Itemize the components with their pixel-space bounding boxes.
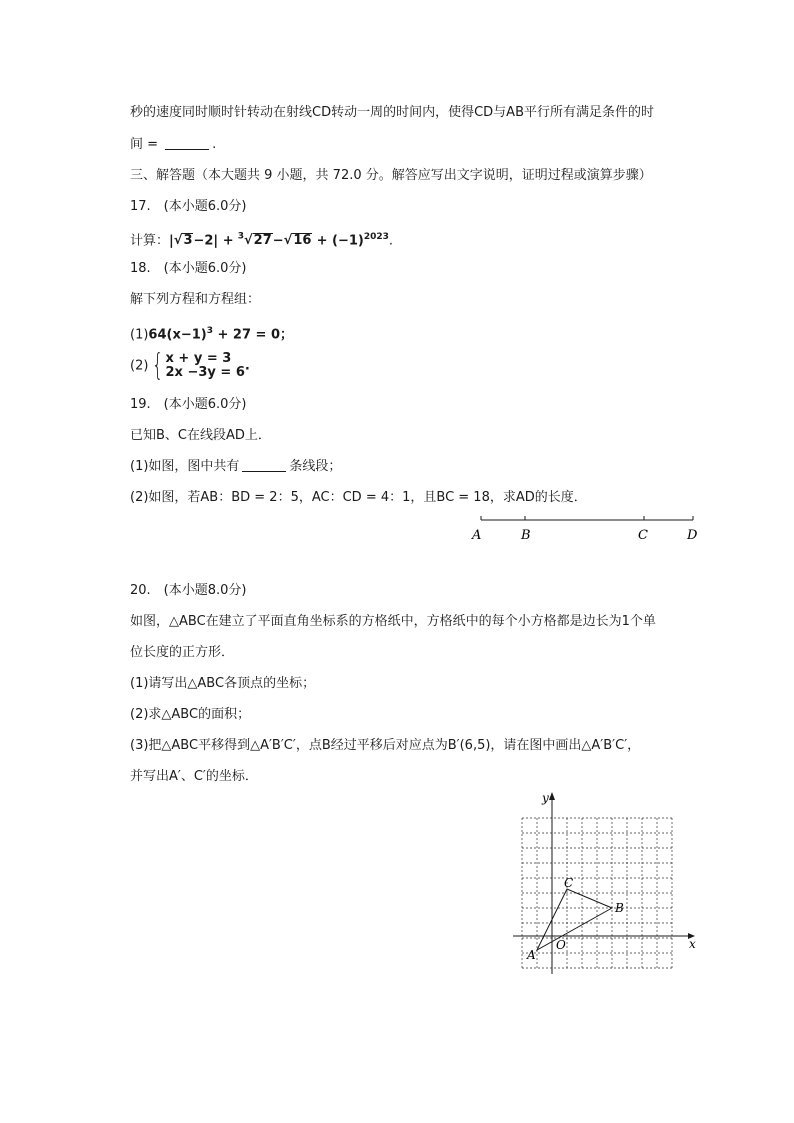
q17-abs-open: | <box>169 233 174 249</box>
q16-answer-blank <box>165 137 209 150</box>
q19-part1-prefix: (1)如图，图中共有 <box>130 459 240 474</box>
q18-header: 18. (本小题6.0分) <box>130 261 247 276</box>
q17-expr-b: −2| + <box>193 233 234 249</box>
q17-expression: 计算：$|√3-2| + ^3√27-√16 + (-1)^{2023}$. <box>130 232 394 249</box>
q17-end: . <box>388 233 394 249</box>
q17-expr-d: + (−1) <box>316 233 364 249</box>
q20-part2: (2)求△ABC的面积； <box>130 707 251 722</box>
q20-part3-line2: 并写出A′、C′的坐标． <box>130 769 258 784</box>
q17-header: 17. (本小题6.0分) <box>130 199 247 214</box>
origin-label: O <box>556 938 566 952</box>
q18-eq2: 2x −3y = 6 <box>165 365 245 380</box>
q18-part2-label: (2) <box>130 358 149 374</box>
triangle-abc <box>537 889 612 950</box>
q18-part1 <box>130 322 293 344</box>
q17-sqrt27: 27 <box>253 233 272 249</box>
q19-segment-figure <box>460 508 710 548</box>
q17-prompt: 计算： <box>130 233 170 249</box>
q17-expr-c: − <box>272 233 284 249</box>
q16-line2-suffix: . <box>212 137 217 152</box>
y-axis-arrow-icon <box>549 792 555 800</box>
q17-cube-index: 3 <box>237 232 244 242</box>
q19-part1 <box>130 458 341 476</box>
q18-system <box>166 352 245 380</box>
q18-part1-expr: 64(x−1) <box>148 327 207 343</box>
section3-title: 三、解答题（本大题共 9 小题，共 72.0 分。解答应写出文字说明，证明过程或演算步骤） <box>130 168 652 183</box>
q18-part1-label: (1) <box>130 327 149 343</box>
q17-sqrt16: 16 <box>293 233 312 249</box>
q18-system-brace: { <box>152 348 164 383</box>
q19-part2: (2)如图，若AB：BD = 2：5，AC：CD = 4：1，且BC = 18，求AD的长度． <box>130 490 587 505</box>
q16-line1: 秒的速度同时顺时针转动在射线CD转动一周的时间内，使得CD与AB平行所有满足条件的时 <box>130 105 654 120</box>
q19-part1-suffix: 条线段； <box>289 459 342 474</box>
q20-header: 20. (本小题8.0分) <box>130 583 247 598</box>
q19-label-b: B <box>521 528 531 543</box>
vertex-a-label: A <box>527 948 536 962</box>
q16-line2-prefix: 间 = <box>130 137 159 152</box>
q20-coordinate-grid-figure <box>505 788 705 978</box>
q19-label-d: D <box>687 528 698 543</box>
q19-header: 19. (本小题6.0分) <box>130 397 247 412</box>
q18-part1-exp: 3 <box>206 326 213 336</box>
q18-intro: 解下列方程和方程组： <box>130 292 261 307</box>
q18-part1-rest: + 27 = 0； <box>212 327 294 343</box>
q16-line2 <box>130 136 216 154</box>
q19-intro: 已知B、C在线段AD上． <box>130 428 271 443</box>
q19-label-a: A <box>472 528 482 543</box>
q17-exponent: 2023 <box>363 232 389 242</box>
q18-eq1: x + y = 3 <box>165 351 232 366</box>
y-axis-label: y <box>542 791 549 805</box>
q19-label-c: C <box>638 528 648 543</box>
x-axis-label: x <box>689 937 696 951</box>
q17-sqrt3: 3 <box>183 233 193 249</box>
vertex-b-label: B <box>615 901 624 915</box>
q19-answer-blank <box>242 459 286 472</box>
q20-intro-line1: 如图，△ABC在建立了平面直角坐标系的方格纸中，方格纸中的每个小方格都是边长为1个单 <box>130 614 656 629</box>
q20-intro-line2: 位长度的正方形． <box>130 645 235 660</box>
vertex-c-label: C <box>564 876 574 890</box>
q18-part2 <box>130 348 250 383</box>
q20-part1: (1)请写出△ABC各顶点的坐标； <box>130 676 316 691</box>
q18-part2-end: . <box>244 358 250 374</box>
q20-part3-line1: (3)把△ABC平移得到△A′B′C′，点B经过平移后对应点为B′(6,5)，请在图中画出△A′B′C′， <box>130 738 641 753</box>
